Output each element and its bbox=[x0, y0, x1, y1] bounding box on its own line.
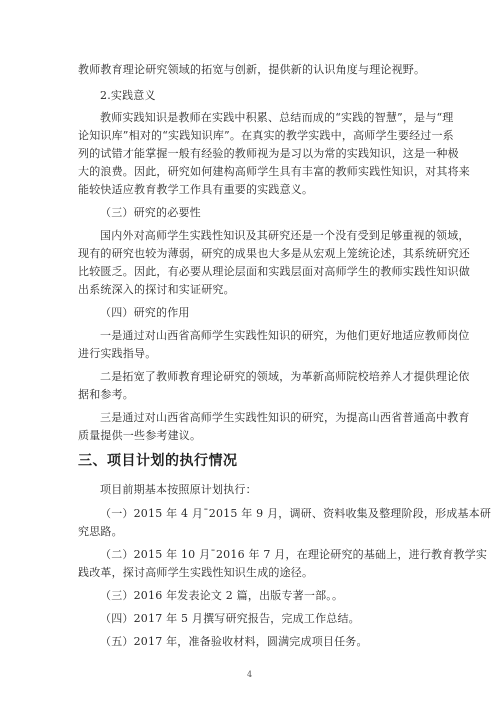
paragraph-line: 论知识库”相对的“实践知识库”。在真实的教学实践中，高师学生要经过一系 bbox=[78, 129, 454, 142]
paragraph-line: 践改革，探讨高师学生实践性知识生成的途径。 bbox=[78, 566, 314, 579]
plan-item-4: （四）2017 年 5 月撰写研究报告，完成工作总结。 bbox=[100, 612, 360, 625]
plan-item-1: （一）2015 年 4 月¯2015 年 9 月，调研、资料收集及整理阶段，形成基本研 bbox=[100, 507, 492, 520]
paragraph-line: 进行实践指导。 bbox=[78, 347, 157, 360]
paragraph-line: 大的浪费。因此，研究如何建构高师学生具有丰富的教师实践性知识，对其将来 bbox=[78, 165, 470, 178]
paragraph-line: 据和参考。 bbox=[78, 388, 134, 401]
paragraph-line: 出系统深入的探讨和实证研究。 bbox=[78, 283, 235, 296]
paragraph-line: 能较快适应教育教学工作具有重要的实践意义。 bbox=[78, 183, 314, 196]
paragraph-line: 质量提供一些参考建议。 bbox=[78, 429, 202, 442]
paragraph-line: 教师教育理论研究领域的拓宽与创新，提供新的认识角度与理论视野。 bbox=[78, 63, 426, 76]
paragraph-line: 三是通过对山西省高师学生实践性知识的研究，为提高山西省普通高中教育 bbox=[100, 411, 470, 424]
section-title-practical-significance: 2.实践意义 bbox=[100, 89, 156, 102]
paragraph-line: 现有的研究也较为薄弱，研究的成果也大多是从宏观上笼统论述，其系统研究还 bbox=[78, 247, 470, 260]
paragraph-line: 国内外对高师学生实践性知识及其研究还是一个没有受到足够重视的领域， bbox=[100, 229, 470, 242]
paragraph-line: 究思路。 bbox=[78, 525, 123, 538]
paragraph-line: 二是拓宽了教师教育理论研究的领域，为革新高师院校培养人才提供理论依 bbox=[100, 370, 470, 383]
page-number: 4 bbox=[246, 670, 253, 679]
section-heading: 三、项目计划的执行情况 bbox=[78, 453, 238, 469]
paragraph-line: 教师实践知识是教师在实践中积累、总结而成的“实践的智慧”，是与“理 bbox=[100, 111, 454, 124]
section-title-necessity: （三）研究的必要性 bbox=[100, 206, 201, 219]
paragraph-line: 项目前期基本按照原计划执行： bbox=[100, 483, 257, 496]
paragraph-line: 列的试错才能掌握一般有经验的教师视为是习以为常的实践知识，这是一种极 bbox=[78, 147, 459, 160]
plan-item-5: （五）2017 年，准备验收材料，圆满完成项目任务。 bbox=[100, 635, 368, 648]
paragraph-line: 一是通过对山西省高师学生实践性知识的研究，为他们更好地适应教师岗位 bbox=[100, 329, 470, 342]
plan-item-2: （二）2015 年 10 月¯2016 年 7 月，在理论研究的基础上，进行教育教学实 bbox=[100, 548, 488, 561]
plan-item-3: （三）2016 年发表论文 2 篇，出版专著一部。。 bbox=[100, 589, 344, 602]
section-title-function: （四）研究的作用 bbox=[100, 306, 190, 319]
paragraph-line: 比较匮乏。因此，有必要从理论层面和实践层面对高师学生的教师实践性知识做 bbox=[78, 265, 470, 278]
